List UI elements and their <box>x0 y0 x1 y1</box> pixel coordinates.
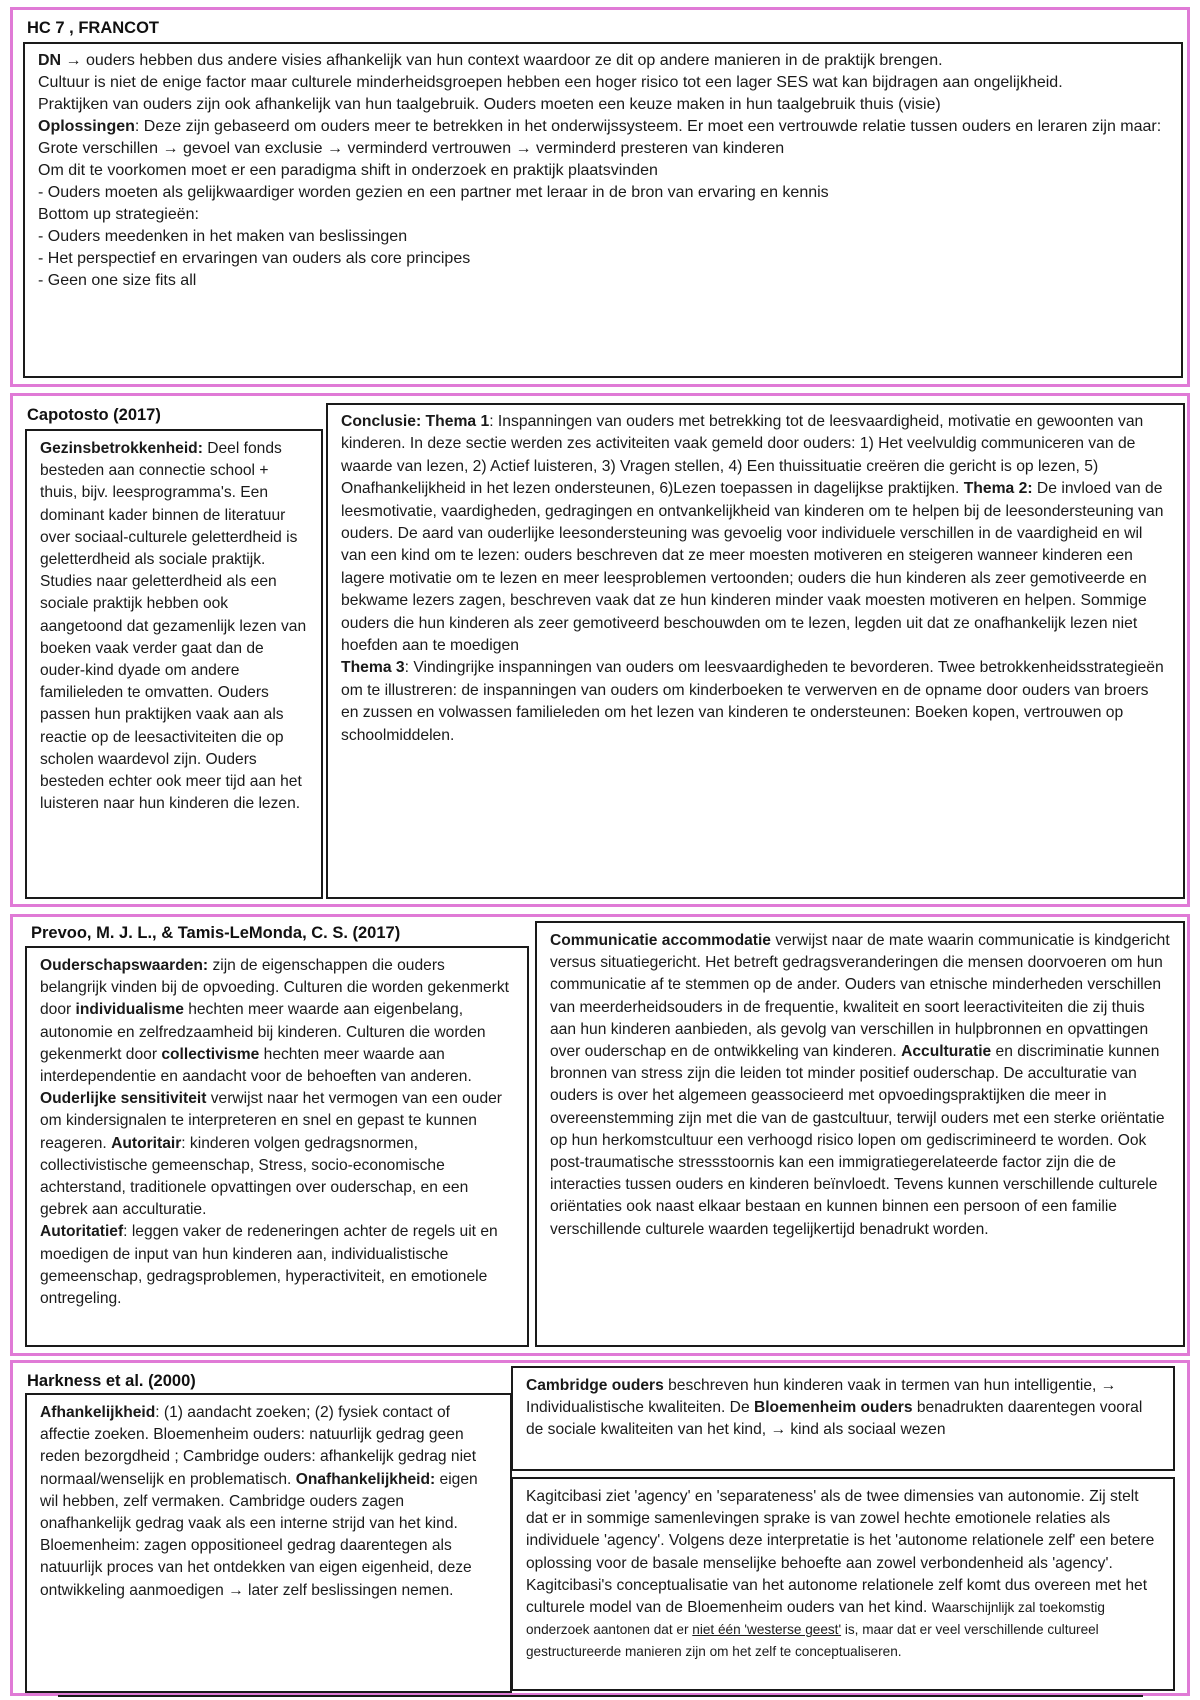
term: Autoritair <box>111 1134 182 1152</box>
text: : kinderen volgen gedragsnormen, collectivistische gemeenschap, Stress, socio-economische achterstand, traditionele opvattingen over ouderschap, en een gebrek aan acculturatie. <box>40 1134 469 1219</box>
term: Conclusie: Thema 1 <box>341 413 490 430</box>
term: collectivisme <box>161 1045 260 1063</box>
term: Oplossingen <box>38 118 135 135</box>
left-box <box>25 429 323 899</box>
text: hechten meer waarde aan interdependentie en aandacht voor de behoeften van anderen. <box>40 1045 472 1086</box>
term: Bloemenheim ouders <box>753 1399 913 1417</box>
text: hechten meer waarde aan eigenbelang, autonomie en zelfredzaamheid bij kinderen. Culturen die worden gekenmerkt door <box>40 1001 486 1063</box>
box-text <box>27 431 321 821</box>
list-item: - Geen one size fits all <box>38 272 197 289</box>
notes-text <box>25 44 1181 298</box>
box-text <box>537 923 1183 1247</box>
term: Ouderlijke sensitiviteit <box>40 1090 207 1108</box>
paragraph <box>38 50 1168 72</box>
section-title: Prevoo, M. J. L., & Tamis-LeMonda, C. S. (2017) <box>31 924 401 942</box>
section-capotosto <box>10 393 1190 907</box>
text: : Vindingrijke inspanningen van ouders om leesvaardigheden te bevorderen. Twee betrokkenheidsstrategieën om te illustreren: de inspanningen van ouders om kinderboeken te verwerven en de opname door ouders van broers en zussen en volwassen familieleden om het lezen van kinderen te ondersteunen: Boeken kopen, vertrouwen op schoolmiddelen. <box>341 659 1164 744</box>
section-title: Capotosto (2017) <box>27 406 161 424</box>
text: Kagitcibasi ziet 'agency' en 'separateness' als de twee dimensies van autonomie. Zij stelt dat er in sommige samenlevingen sprake is van zowel hechte emotionele relaties als individuele 'agency'. Volgens deze interpretatie is het 'autonome relationele zelf' een betere oplossing voor de basale menselijke behoefte aan zowel verbondenheid als 'agency'. Kagitcibasi's conceptualisatie van het autonome relationele zelf komt dus overeen met het culturele model van de Bloemenheim ouders van het kind. <box>526 1488 1155 1617</box>
paragraph <box>38 116 1168 160</box>
right-box <box>535 921 1185 1347</box>
term: Gezinsbetrokkenheid: <box>40 440 203 457</box>
list-item: - Het perspectief en ervaringen van ouders als core principes <box>38 250 471 267</box>
text: eigen wil hebben, zelf vermaken. Cambridge ouders zagen onafhankelijk gedrag vaak als een interne strijd van het kind. Bloemenheim: zagen oppositioneel gedrag daarentegen als natuurlijk proces van het ontdekken van eigen eigenheid, deze ontwikkeling aanmoedigen → later zelf beslissingen nemen. <box>40 1470 478 1599</box>
box-text <box>513 1479 1173 1670</box>
box-text <box>27 948 527 1316</box>
text: Deel fonds besteden aan connectie school + thuis, bijv. leesprogramma's. Een dominant kader binnen de literatuur over sociaal-culturele geletterdheid is geletterdheid als sociale praktijk. Studies naar geletterdheid als een sociale praktijk hebben ook aangetoond dat gezamenlijk lezen van boeken vaak verder gaat dan de ouder-kind dyade om andere familieleden te omvatten. Ouders passen hun praktijken vaak aan als reactie op de leesactiviteiten die op scholen waardevol zijn. Ouders besteden echter ook meer tijd aan het luisteren naar hun kinderen die lezen. <box>40 440 307 813</box>
paragraph: Bottom up strategieën: <box>38 206 199 223</box>
text: ouders hebben dus andere visies afhankelijk van hun context waardoor ze dit op andere manieren in de praktijk brengen. <box>81 52 943 69</box>
box-text <box>328 405 1183 753</box>
text: benadrukten daarentegen vooral de sociale kwaliteiten van het kind, → kind als sociaal wezen <box>526 1399 1143 1439</box>
term: Afhankelijkheid <box>40 1404 156 1421</box>
paragraph: Praktijken van ouders zijn ook afhankelijk van hun taalgebruik. Ouders moeten een keuze maken in hun taalgebruik thuis (visie) <box>38 96 941 113</box>
term: Acculturatie <box>901 1043 992 1061</box>
box-text <box>513 1368 1173 1448</box>
paragraph: Om dit te voorkomen moet er een paradigma shift in onderzoek en praktijk plaatsvinden <box>38 162 658 179</box>
notes-box <box>23 42 1183 378</box>
term: Thema 2: <box>963 480 1033 498</box>
text: : (1) aandacht zoeken; (2) fysiek contact of affectie zoeken. Bloemenheim ouders: natuurlijk gedrag geen reden bezorgdheid ; Cambridge ouders: afhankelijk gedrag niet normaal/wenselijk en problematisch. <box>40 1404 477 1488</box>
section-title: Harkness et al. (2000) <box>27 1372 196 1390</box>
term: Onafhankelijkheid: <box>295 1470 436 1488</box>
section-harkness <box>10 1360 1190 1696</box>
text: beschreven hun kinderen vaak in termen van hun intelligentie, → Individualistische kwaliteiten. De <box>526 1377 1117 1417</box>
text: verwijst naar de mate waarin communicatie is kindgericht versus situatiegericht. Het betreft gedragsveranderingen die mensen doorvoeren om hun communicatie af te stemmen op de ander. Ouders van etnische minderheden verschillen van meerderheidsouders in de frequentie, kwaliteit en soort leeractiviteiten die zij thuis aan hun kinderen aanbieden, als gevolg van verschillen in hulpbronnen en opvattingen over ouderschap en de ontwikkeling van kinderen. <box>550 932 1170 1061</box>
bottom-divider <box>58 1695 1143 1697</box>
right-bottom-box <box>511 1477 1175 1691</box>
right-top-box <box>511 1366 1175 1471</box>
text: zijn de eigenschappen die ouders belangrijk vinden bij de opvoeding. Culturen die worden gekenmerkt door <box>40 957 509 1019</box>
left-box <box>25 1393 512 1693</box>
section-hc7 <box>10 7 1190 387</box>
text: verwijst naar het vermogen van een ouder om kindersignalen te interpreteren en snel en gepast te kunnen reageren. <box>40 1090 502 1152</box>
paragraph: Cultuur is niet de enige factor maar culturele minderheidsgroepen hebben een hoger risico tot een lager SES wat kan bijdragen aan ongelijkheid. <box>38 74 1063 91</box>
box-text <box>27 1395 510 1608</box>
term: individualisme <box>75 1001 184 1019</box>
term: DN → <box>38 52 82 69</box>
term: Ouderschapswaarden: <box>40 957 209 974</box>
right-box <box>326 403 1185 899</box>
text: : Inspanningen van ouders met betrekking tot de leesvaardigheid, motivatie en gewoonten van kinderen. In deze sectie werden zes activiteiten vaak gemeld door ouders: 1) Het veelvuldig communiceren van de waarde van lezen, 2) Actief luisteren, 3) Vragen stellen, 4) Een thuissituatie creëren die gericht is op lezen, 5) Onafhankelijkheid in het lezen ondersteunen, 6)Lezen toepassen in dagelijkse praktijken. <box>341 413 1144 498</box>
text: : Deze zijn gebaseerd om ouders meer te betrekken in het onderwijssysteem. Er moet een vertrouwde relatie tussen ouders en leraren zijn maar: Grote verschillen → gevoel van exclusie → verminderd vertrouwen → verminderd presteren van kinderen <box>38 118 1162 157</box>
text: en discriminatie kunnen bronnen van stress zijn die leiden tot minder positief ouderschap. De acculturatie van ouders is over het algemeen geassocieerd met opvoedingspraktijken die meer in overeenstemming zijn met die van de gastcultuur, terwijl ouders met een sterke oriëntatie op hun herkomstcultuur een verhoogd risico lopen om gediscrimineerd te worden. Ook post-traumatische stressstoornis kan een immigratiegerelateerde factor zijn die de interacties tussen ouders en kinderen beïnvloedt. Tevens kunnen verschillende culturele oriëntaties ook naast elkaar bestaan en kunnen binnen een persoon of een familie verschillende culturele waarden tegelijkertijd benadrukt worden. <box>550 1043 1165 1238</box>
underlined-text: niet één 'westerse geest' <box>692 1622 842 1638</box>
section-title: HC 7 , FRANCOT <box>27 19 159 37</box>
section-prevoo <box>10 914 1190 1356</box>
text: Waarschijnlijk zal toekomstig onderzoek aantonen dat er <box>526 1600 1105 1638</box>
list-item: - Ouders meedenken in het maken van beslissingen <box>38 228 408 245</box>
paragraph: - Ouders moeten als gelijkwaardiger worden gezien en een partner met leraar in de bron van ervaring en kennis <box>38 184 829 201</box>
text: De invloed van de leesmotivatie, vaardigheden, gedragingen en ontvankelijkheid van kinderen om te helpen bij de leesondersteuning van ouders. De aard van ouderlijke leesondersteuning was gevoelig voor individuele verschillen in de vaardigheid en wil van een kind om te lezen: ouders beschreven dat ze meer moesten motiveren en steigeren wanneer kinderen een lagere motivatie om te lezen en meer leesproblemen vertoonden; ouders die hun kinderen als zeer gemotiveerde en bekwame lezers zagen, beschreven vaak dat ze hun kinderen minder vaak moesten motiveren en helpen. Sommige ouders die hun kinderen als zeer gemotiveerd beschouwden om te lezen, legden uit dat ze onafhankelijk lezen niet hoefden aan te moedigen <box>341 480 1164 655</box>
term: Thema 3 <box>341 659 405 677</box>
term: Cambridge ouders <box>526 1377 664 1394</box>
term: Communicatie accommodatie <box>550 932 771 949</box>
term: Autoritatief <box>40 1223 124 1241</box>
text: is, maar dat er veel verschillende cultureel gestructureerde manieren zijn om het zelf te conceptualiseren. <box>526 1622 1099 1660</box>
text: : leggen vaker de redeneringen achter de regels uit en moedigen de input van hun kinderen aan, individualistische gemeenschap, gedragsproblemen, hyperactiviteit, en emotionele ontregeling. <box>40 1223 498 1308</box>
left-box <box>25 946 529 1347</box>
